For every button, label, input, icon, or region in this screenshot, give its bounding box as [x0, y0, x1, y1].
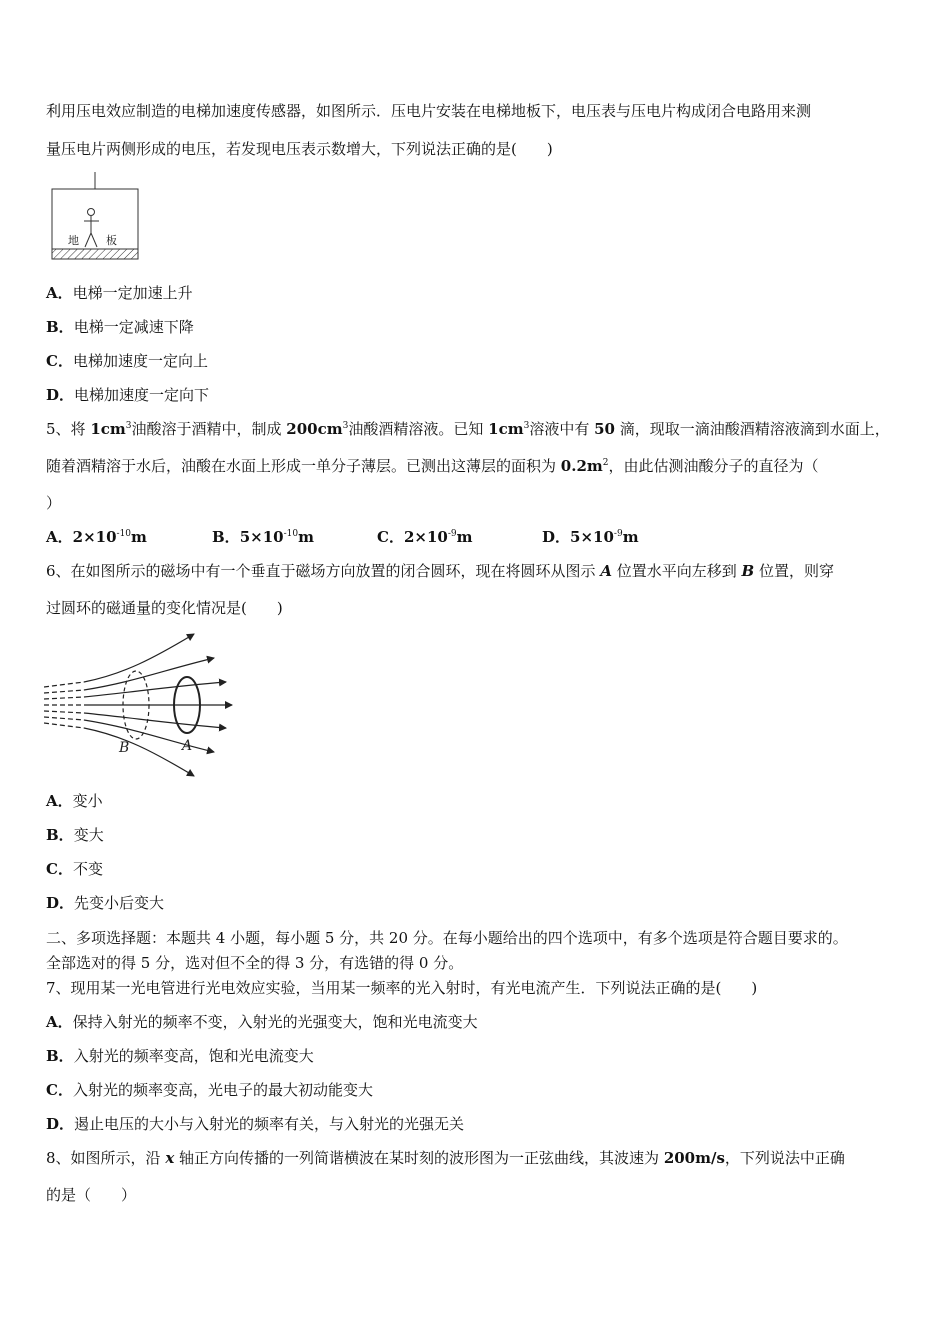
q7-stem: 7、现用某一光电管进行光电效应实验，当用某一频率的光入射时，有光电流产生．下列说法正确的是( ): [46, 979, 758, 997]
q8-stem-line1: 8、如图所示，沿 x 轴正方向传播的一列简谐横波在某时刻的波形图为一正弦曲线，其波速为 200m/s，下列说法中正确: [46, 1149, 845, 1167]
q4-option-c: C．电梯加速度一定向上: [46, 352, 208, 370]
q5-option-b: B．$5\times 10^{-10}m$: [212, 528, 314, 546]
q8-stem-line2: 的是（ ）: [46, 1186, 137, 1204]
field-line: [84, 713, 226, 728]
q4-stem-line1: 利用压电效应制造的电梯加速度传感器，如图所示．压电片安装在电梯地板下，电压表与压电片构成闭合电路用来测: [46, 102, 812, 120]
q5-stem-line1: 5、将 $1cm^3$油酸溶于酒精中，制成 $200cm^3$油酸酒精溶液。已知 $1cm^3$溶液中有 50 滴，现取一滴油酸酒精溶液滴到水面上，: [46, 420, 890, 438]
q7-option-a: A．保持入射光的频率不变，入射光的光强变大，饱和光电流变大: [46, 1013, 478, 1031]
section2-heading-line1: 二、多项选择题：本题共 4 小题，每小题 5 分，共 20 分。在每小题给出的四个选项中，有多个选项是符合题目要求的。: [46, 929, 848, 947]
person-icon: [84, 209, 99, 248]
label-a: A: [182, 738, 193, 754]
q6-option-b: B．变大: [46, 826, 104, 844]
elevator-figure: [48, 172, 142, 264]
q6-option-d: D．先变小后变大: [46, 894, 165, 912]
q5-stem-line3: ）: [46, 494, 62, 512]
q4-option-b: B．电梯一定减速下降: [46, 318, 194, 336]
floor-label-right: 板: [106, 234, 117, 247]
label-b: B: [119, 740, 130, 756]
section2-heading-line2: 全部选对的得 5 分，选对但不全的得 3 分，有选错的得 0 分。: [46, 954, 464, 972]
q6-option-c: C．不变: [46, 860, 103, 878]
q4-stem-line2: 量压电片两侧形成的电压，若发现电压表示数增大，下列说法正确的是( ): [46, 140, 553, 158]
field-line: [84, 634, 194, 682]
q5-option-c: C．$2\times 10^{-9}m$: [377, 528, 473, 546]
floor-label-left: 地: [68, 234, 79, 247]
q7-option-c: C．入射光的频率变高，光电子的最大初动能变大: [46, 1081, 373, 1099]
field-line: [84, 682, 226, 697]
q4-option-a: A．电梯一定加速上升: [46, 284, 193, 302]
q4-option-d: D．电梯加速度一定向下: [46, 386, 210, 404]
q7-option-b: B．入射光的频率变高，饱和光电流变大: [46, 1047, 314, 1065]
q7-option-d: D．遏止电压的大小与入射光的频率有关，与入射光的光强无关: [46, 1115, 465, 1133]
q6-stem-line1: 6、在如图所示的磁场中有一个垂直于磁场方向放置的闭合圆环，现在将圆环从图示 A 位置水平向左移到 B 位置，则穿: [46, 562, 834, 580]
q6-option-a: A．变小: [46, 792, 103, 810]
q6-stem-line2: 过圆环的磁通量的变化情况是( ): [46, 599, 283, 617]
q5-stem-line2: 随着酒精溶于水后，油酸在水面上形成一单分子薄层。已测出这薄层的面积为 $0.2m^2$，由此估测油酸分子的直径为（: [46, 457, 819, 475]
field-line: [84, 728, 194, 776]
q5-option-a: A．$2\times 10^{-10}m$: [46, 528, 147, 546]
q5-option-d: D．$5\times 10^{-9}m$: [542, 528, 639, 546]
magnetic-field-figure: [44, 630, 240, 780]
